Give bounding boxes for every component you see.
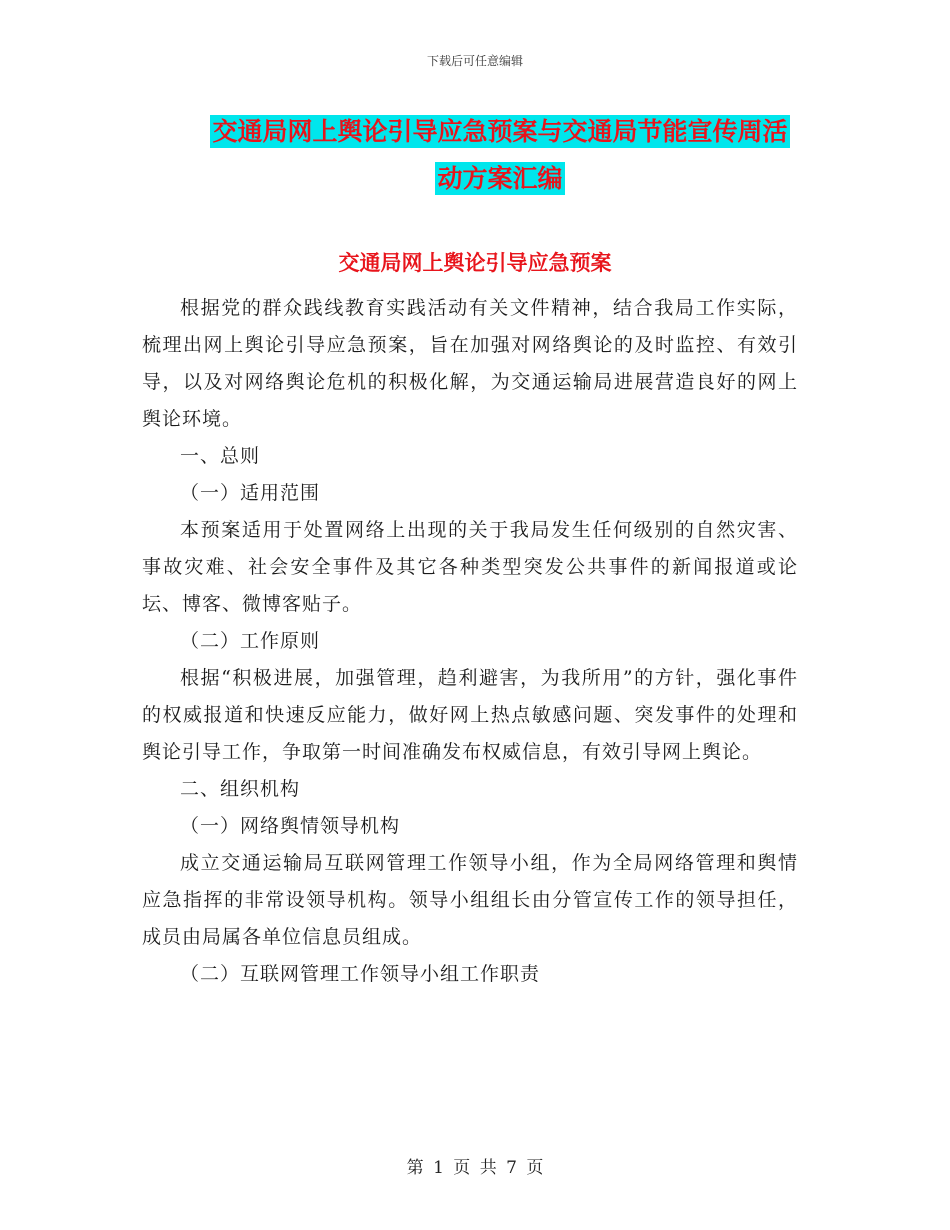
- page-header-note: 下载后可任意编辑: [426, 54, 523, 68]
- subheading-leadership: （一）网络舆情领导机构: [180, 815, 401, 837]
- paragraph-leadership: 成立交通运输局互联网管理工作领导小组，作为全局网络管理和舆情应急指挥的非常设领导机构。领导小组组长由分管宣传工作的领导担任，成员由局属各单位信息员组成。: [142, 852, 798, 948]
- subheading-duties: （二）互联网管理工作领导小组工作职责: [180, 963, 541, 985]
- paragraph-work-principles: 根据“积极进展，加强管理，趋利避害，为我所用”的方针，强化事件的权威报道和快速反应能力，做好网上热点敏感问题、突发事件的处理和舆论引导工作，争取第一时间准确发布权威信息，有效引导网上舆论。: [142, 667, 798, 763]
- document-title: [140, 108, 860, 202]
- section-title: 交通局网上舆论引导应急预案: [338, 251, 612, 275]
- heading-organization: 二、组织机构: [180, 778, 301, 800]
- heading-general-principles: 一、总则: [180, 445, 261, 467]
- subheading-work-principles: （二）工作原则: [180, 630, 321, 652]
- paragraph-intro: 根据党的群众践线教育实践活动有关文件精神，结合我局工作实际，梳理出网上舆论引导应急预案，旨在加强对网络舆论的及时监控、有效引导，以及对网络舆论危机的积极化解，为交通运输局进展营造良好的网上舆论环境。: [142, 297, 798, 430]
- document-title-line-1: 交通局网上舆论引导应急预案与交通局节能宣传周活: [212, 117, 788, 146]
- document-body: [142, 290, 798, 993]
- paragraph-scope: 本预案适用于处置网络上出现的关于我局发生任何级别的自然灾害、事故灾难、社会安全事件及其它各种类型突发公共事件的新闻报道或论坛、博客、微博客贴子。: [142, 519, 798, 615]
- page-footer: 第 1 页 共 7 页: [406, 1158, 544, 1178]
- document-title-line-2: 动方案汇编: [437, 164, 563, 193]
- subheading-scope: （一）适用范围: [180, 482, 321, 504]
